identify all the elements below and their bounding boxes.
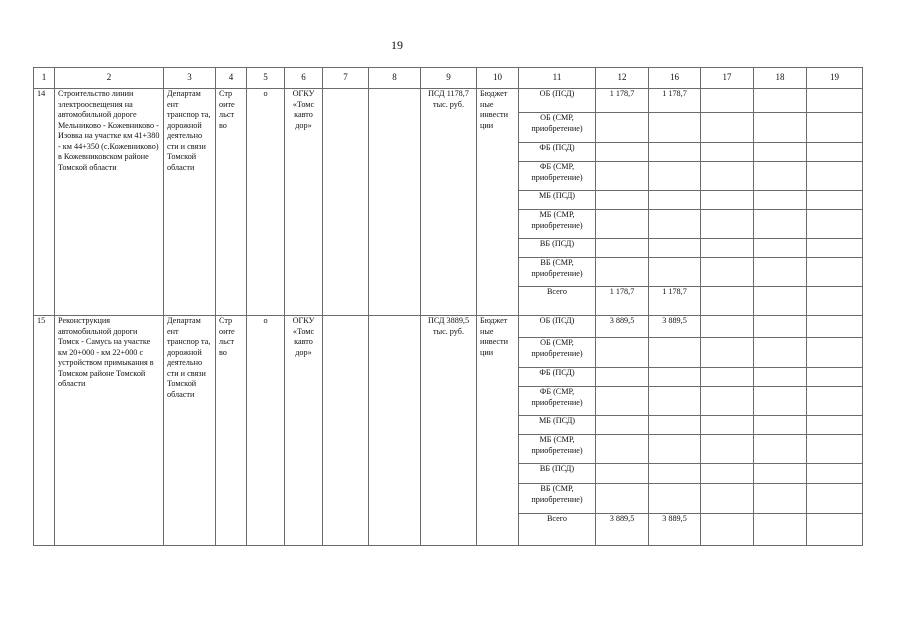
funding-source-cell: Всего [519,514,596,546]
value-col-17-cell [701,113,754,143]
funding-source-cell: ВБ (ПСД) [519,239,596,258]
value-col-18-cell [754,316,807,338]
work-kind-cell: Стр оите льст во [216,89,247,316]
value-col-17-cell [701,338,754,368]
value-col-16-cell [649,416,701,435]
column-5-cell: о [247,89,285,316]
value-col-12-cell [596,435,649,464]
value-col-18-cell [754,191,807,210]
value-col-17-cell [701,143,754,162]
value-col-19-cell [807,316,863,338]
investment-type-cell: Бюджет ные инвести ции [477,316,519,546]
funding-source-cell: ВБ (СМР, приобретение) [519,484,596,514]
header-cell: 11 [519,68,596,89]
object-name-cell: Строительство линии электроосвещения на автомобильной дороге Мельниково - Кожевниково - Изовка на участке км 41+380 - км 44+350 (с.Кожевниково) в Кожевниковском районе Томской области [55,89,164,316]
value-col-18-cell [754,464,807,484]
value-col-16-cell [649,338,701,368]
value-col-18-cell [754,484,807,514]
value-col-16-cell [649,143,701,162]
value-col-19-cell [807,338,863,368]
header-cell: 19 [807,68,863,89]
value-col-19-cell [807,464,863,484]
funding-source-cell: ОБ (ПСД) [519,89,596,113]
table-row [34,89,863,113]
value-col-12-cell: 3 889,5 [596,514,649,546]
column-8-cell [369,89,421,316]
value-col-16-cell [649,191,701,210]
value-col-17-cell [701,258,754,287]
column-5-cell: о [247,316,285,546]
value-col-12-cell [596,368,649,387]
header-row [34,68,863,89]
value-col-17-cell [701,435,754,464]
value-col-12-cell [596,484,649,514]
value-col-18-cell [754,113,807,143]
value-col-17-cell [701,191,754,210]
value-col-16-cell [649,387,701,416]
investment-type-cell: Бюджет ные инвести ции [477,89,519,316]
value-col-16-cell [649,113,701,143]
value-col-12-cell [596,143,649,162]
value-col-19-cell [807,143,863,162]
header-cell: 9 [421,68,477,89]
value-col-12-cell: 3 889,5 [596,316,649,338]
value-col-16-cell [649,258,701,287]
value-col-16-cell [649,435,701,464]
value-col-17-cell [701,464,754,484]
value-col-18-cell [754,338,807,368]
value-col-12-cell [596,239,649,258]
funding-source-cell: ФБ (ПСД) [519,143,596,162]
value-col-18-cell [754,368,807,387]
department-cell: Департам ент транспор та, дорожной деятельно сти и связи Томской области [164,89,216,316]
value-col-12-cell [596,162,649,191]
funding-source-cell: ФБ (ПСД) [519,368,596,387]
funding-source-cell: МБ (ПСД) [519,191,596,210]
header-cell: 18 [754,68,807,89]
value-col-12-cell [596,113,649,143]
customer-cell: ОГКУ «Томс кавто дор» [285,89,323,316]
value-col-19-cell [807,162,863,191]
value-col-19-cell [807,191,863,210]
header-cell: 6 [285,68,323,89]
value-col-12-cell [596,191,649,210]
value-col-19-cell [807,210,863,239]
column-7-cell [323,316,369,546]
investment-table [33,67,863,546]
value-col-16-cell: 1 178,7 [649,287,701,316]
funding-source-cell: ОБ (СМР, приобретение) [519,338,596,368]
value-col-12-cell [596,258,649,287]
value-col-18-cell [754,514,807,546]
header-cell: 12 [596,68,649,89]
header-cell: 16 [649,68,701,89]
header-cell: 4 [216,68,247,89]
funding-source-cell: ОБ (ПСД) [519,316,596,338]
customer-cell: ОГКУ «Томс кавто дор» [285,316,323,546]
value-col-17-cell [701,89,754,113]
value-col-18-cell [754,162,807,191]
value-col-12-cell [596,464,649,484]
value-col-16-cell: 3 889,5 [649,514,701,546]
page-number: 19 [391,38,403,52]
value-col-19-cell [807,368,863,387]
value-col-17-cell [701,287,754,316]
value-col-19-cell [807,387,863,416]
funding-source-cell: МБ (СМР, приобретение) [519,435,596,464]
value-col-12-cell [596,416,649,435]
psd-cost-cell: ПСД 3889,5 тыс. руб. [421,316,477,546]
funding-source-cell: ВБ (ПСД) [519,464,596,484]
value-col-12-cell [596,338,649,368]
value-col-17-cell [701,368,754,387]
value-col-18-cell [754,89,807,113]
value-col-16-cell [649,239,701,258]
value-col-17-cell [701,239,754,258]
value-col-19-cell [807,258,863,287]
funding-source-cell: Всего [519,287,596,316]
value-col-19-cell [807,514,863,546]
value-col-17-cell [701,162,754,191]
value-col-16-cell: 1 178,7 [649,89,701,113]
value-col-17-cell [701,387,754,416]
value-col-17-cell [701,484,754,514]
value-col-18-cell [754,210,807,239]
table-row [34,316,863,338]
value-col-12-cell: 1 178,7 [596,287,649,316]
header-cell: 17 [701,68,754,89]
funding-source-cell: ФБ (СМР, приобретение) [519,387,596,416]
value-col-19-cell [807,416,863,435]
value-col-12-cell: 1 178,7 [596,89,649,113]
header-cell: 10 [477,68,519,89]
value-col-18-cell [754,416,807,435]
value-col-19-cell [807,484,863,514]
value-col-19-cell [807,435,863,464]
psd-cost-cell: ПСД 1178,7 тыс. руб. [421,89,477,316]
value-col-17-cell [701,514,754,546]
value-col-17-cell [701,416,754,435]
funding-source-cell: ФБ (СМР, приобретение) [519,162,596,191]
value-col-16-cell [649,162,701,191]
value-col-19-cell [807,287,863,316]
value-col-18-cell [754,287,807,316]
row-number-cell: 14 [34,89,55,316]
funding-source-cell: ВБ (СМР, приобретение) [519,258,596,287]
header-cell: 8 [369,68,421,89]
funding-source-cell: МБ (СМР, приобретение) [519,210,596,239]
value-col-18-cell [754,143,807,162]
header-cell: 3 [164,68,216,89]
value-col-17-cell [701,210,754,239]
value-col-16-cell [649,210,701,239]
value-col-19-cell [807,239,863,258]
value-col-18-cell [754,435,807,464]
row-number-cell: 15 [34,316,55,546]
header-cell: 5 [247,68,285,89]
value-col-19-cell [807,89,863,113]
funding-source-cell: МБ (ПСД) [519,416,596,435]
value-col-18-cell [754,387,807,416]
funding-source-cell: ОБ (СМР, приобретение) [519,113,596,143]
department-cell: Департам ент транспор та, дорожной деятельно сти и связи Томской области [164,316,216,546]
header-cell: 7 [323,68,369,89]
header-cell: 1 [34,68,55,89]
value-col-12-cell [596,210,649,239]
column-7-cell [323,89,369,316]
value-col-16-cell [649,464,701,484]
value-col-12-cell [596,387,649,416]
work-kind-cell: Стр оите льст во [216,316,247,546]
value-col-16-cell [649,484,701,514]
value-col-18-cell [754,258,807,287]
header-cell: 2 [55,68,164,89]
value-col-17-cell [701,316,754,338]
value-col-19-cell [807,113,863,143]
object-name-cell: Реконструкция автомобильной дороги Томск - Самусь на участке км 20+000 - км 22+000 с устройством примыкания в Томском районе Томской области [55,316,164,546]
value-col-16-cell: 3 889,5 [649,316,701,338]
value-col-18-cell [754,239,807,258]
column-8-cell [369,316,421,546]
value-col-16-cell [649,368,701,387]
